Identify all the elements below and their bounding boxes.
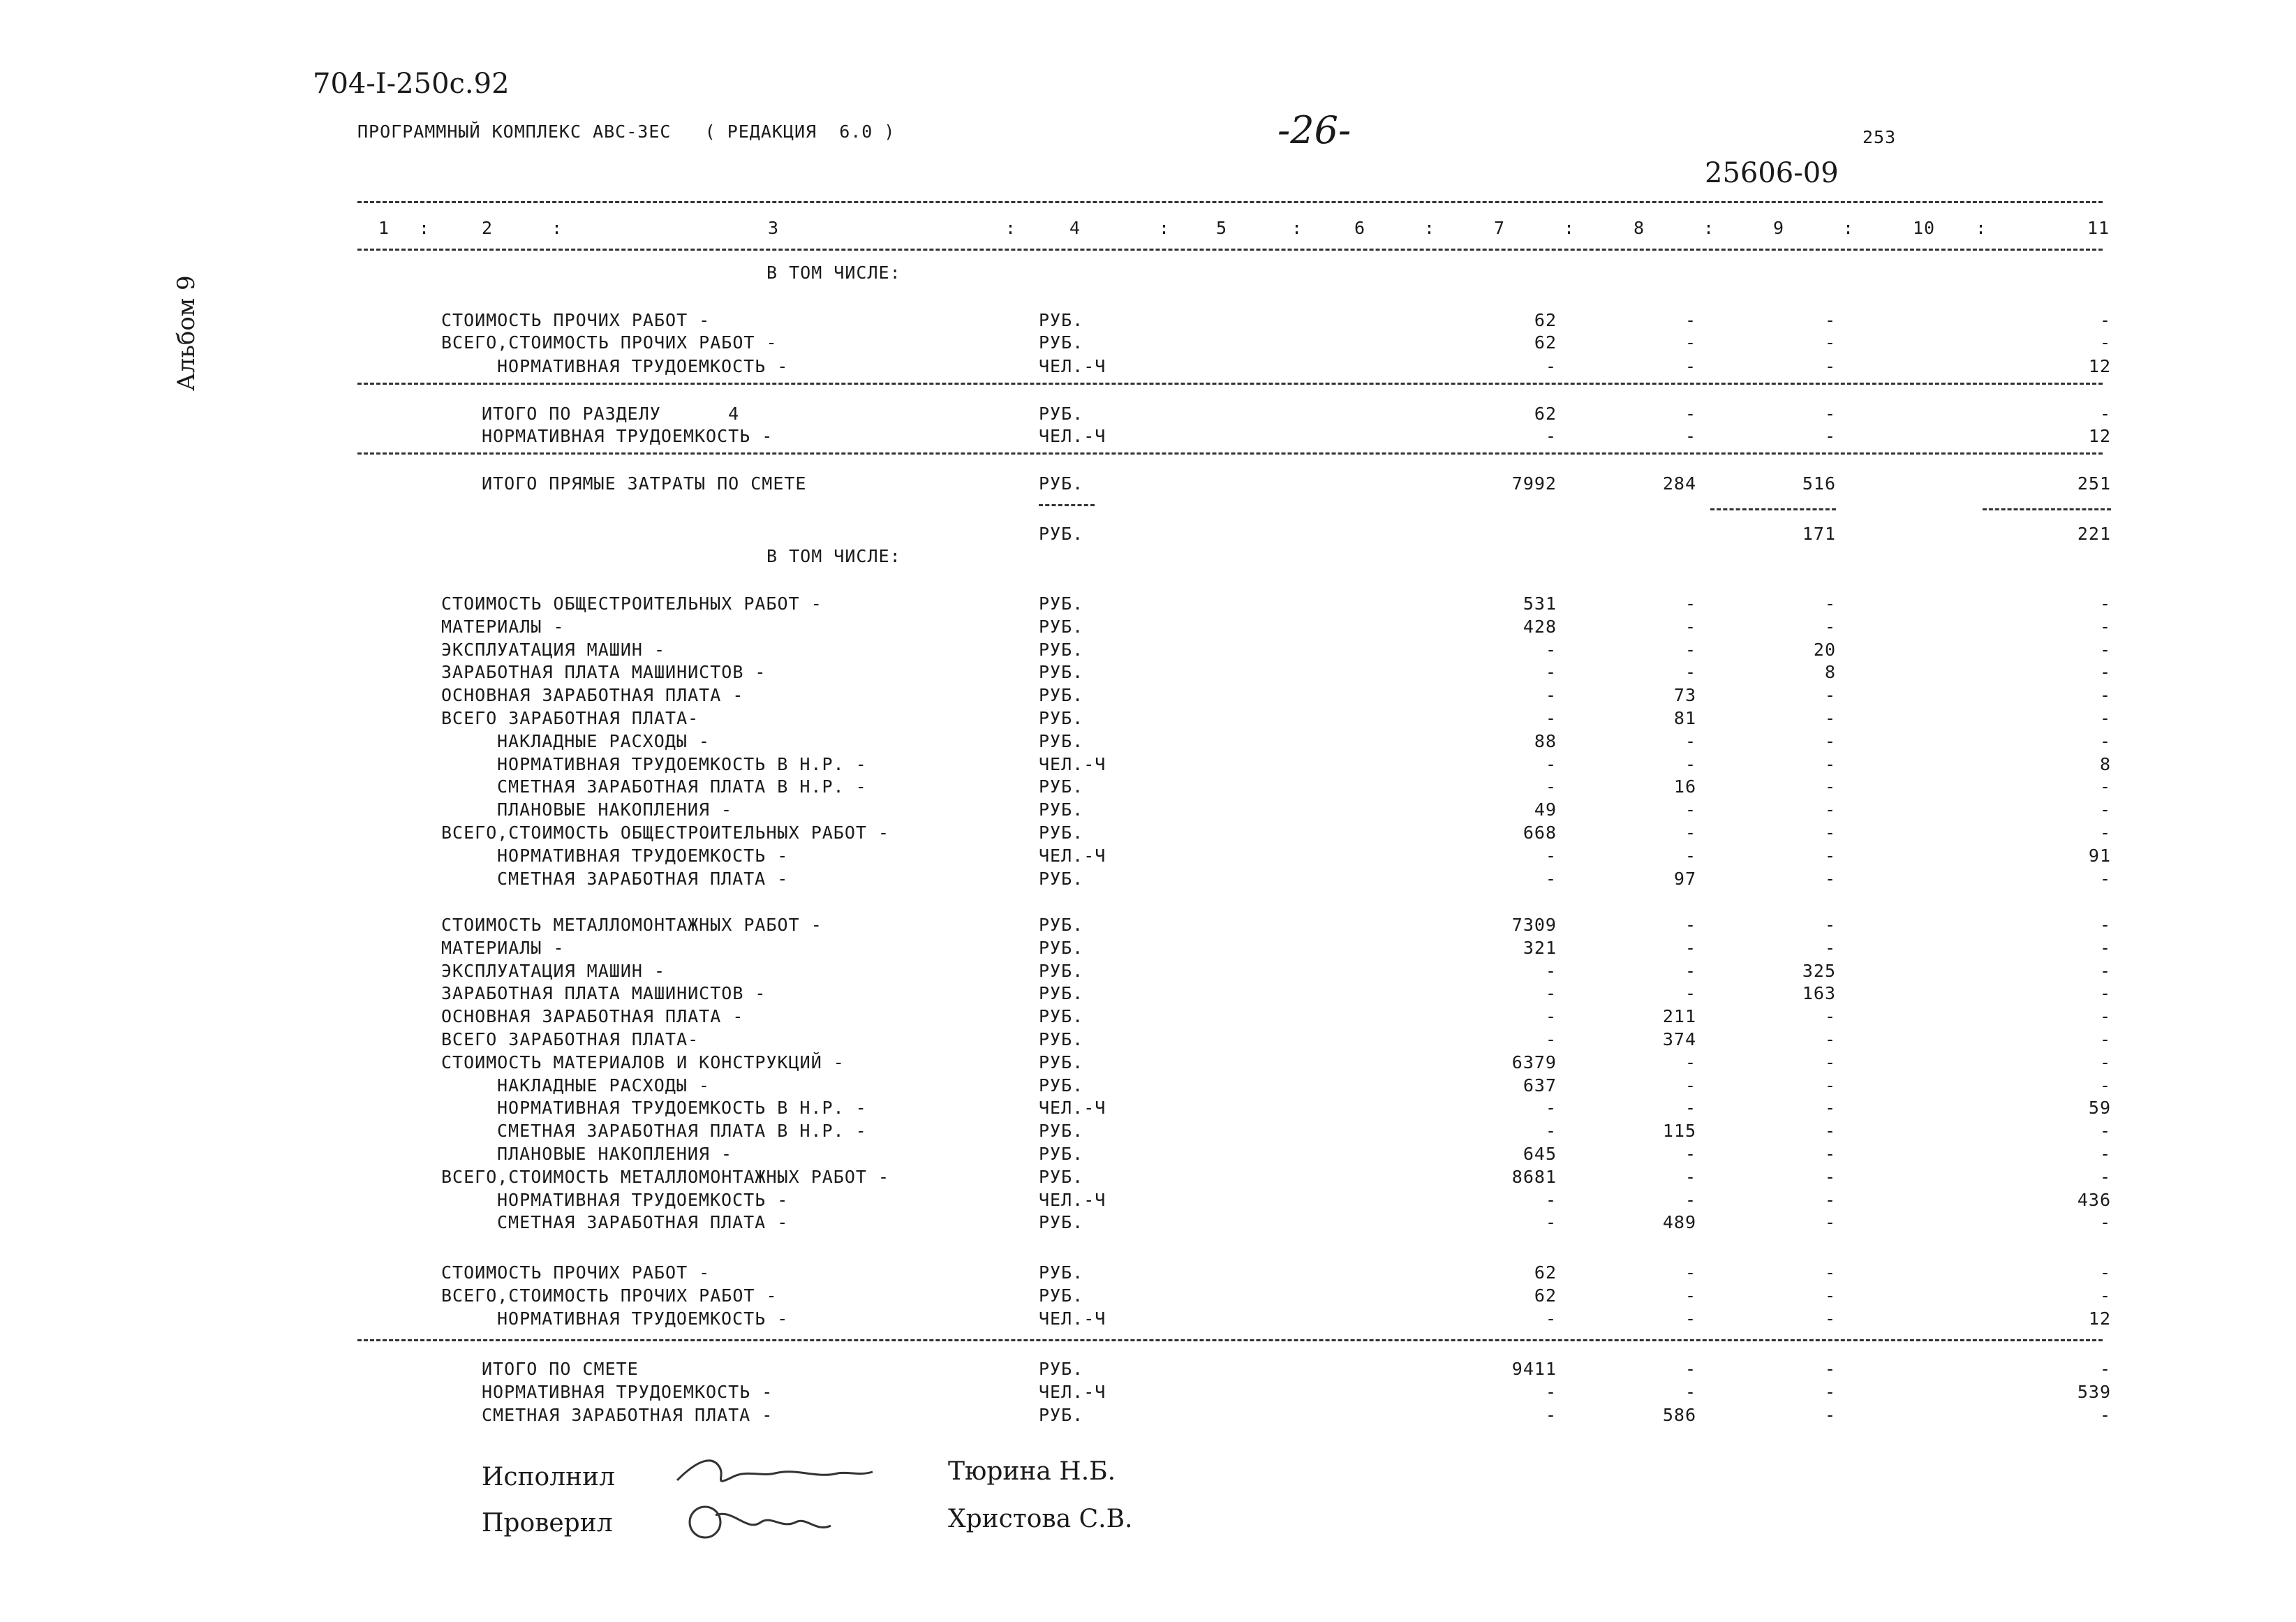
value-col7: 49 (1534, 799, 1557, 820)
value-col11: - (2099, 1262, 2111, 1283)
value-col7: - (1545, 1121, 1557, 1142)
value-col7: - (1545, 868, 1557, 889)
row-unit: РУБ. (1039, 1144, 1084, 1164)
value-col11: - (2099, 1075, 2111, 1096)
row-unit: РУБ. (1039, 310, 1084, 330)
value-col11: - (2099, 332, 2111, 353)
value-col7: - (1545, 356, 1557, 376)
column-number: 8 (1634, 218, 1645, 238)
corner-number: 253 (1862, 127, 1897, 147)
row-label: СМЕТНАЯ ЗАРАБОТНАЯ ПЛАТА В Н.Р. - (497, 776, 867, 797)
value-col11: - (2099, 1285, 2111, 1306)
value-col9: - (1824, 1029, 1836, 1049)
value-col9: - (1824, 937, 1836, 958)
value-col9: - (1824, 1166, 1836, 1187)
value-col9: - (1824, 1359, 1836, 1379)
value-col7: - (1545, 776, 1557, 797)
value-col11: - (2099, 799, 2111, 820)
row-unit: ЧЕЛ.-Ч (1039, 1189, 1106, 1210)
column-number: 7 (1494, 218, 1506, 238)
column-separator: : (1159, 218, 1171, 238)
row-unit: РУБ. (1039, 593, 1084, 614)
value-col9: - (1824, 845, 1836, 866)
value-col8: 16 (1673, 776, 1696, 797)
row-unit: РУБ. (1039, 1405, 1084, 1425)
executor-role: Исполнил (482, 1463, 615, 1491)
row-unit: РУБ. (1039, 823, 1084, 843)
value-col7: 8681 (1511, 1166, 1557, 1187)
value-col7: 7992 (1511, 473, 1557, 494)
value-col11: - (2099, 776, 2111, 797)
value-col8: - (1684, 1166, 1696, 1187)
row-label: ВСЕГО,СТОИМОСТЬ МЕТАЛЛОМОНТАЖНЫХ РАБОТ - (441, 1166, 890, 1187)
value-col8: - (1684, 960, 1696, 981)
value-col11: 91 (2088, 845, 2111, 866)
row-label: ИТОГО ПО СМЕТЕ (482, 1359, 639, 1379)
column-separator: : (1976, 218, 1987, 238)
value-col7: 531 (1523, 593, 1557, 614)
row-label: СМЕТНАЯ ЗАРАБОТНАЯ ПЛАТА - (497, 868, 789, 889)
row-unit: РУБ. (1039, 473, 1084, 494)
section-heading: В ТОМ ЧИСЛЕ: (766, 263, 901, 283)
row-label: СТОИМОСТЬ ПРОЧИХ РАБОТ - (441, 310, 711, 330)
value-col8: - (1684, 593, 1696, 614)
row-label: СТОИМОСТЬ ПРОЧИХ РАБОТ - (441, 1262, 711, 1283)
value-col11: - (2099, 593, 2111, 614)
value-col8: - (1684, 310, 1696, 330)
value-col11: - (2099, 685, 2111, 706)
checker-name: Христова С.В. (948, 1505, 1133, 1533)
value-col9: - (1824, 593, 1836, 614)
program-title: ПРОГРАММНЫЙ КОМПЛЕКС АВС-3ЕС ( РЕДАКЦИЯ 6.0 ) (357, 121, 896, 142)
row-label: СМЕТНАЯ ЗАРАБОТНАЯ ПЛАТА В Н.Р. - (497, 1121, 867, 1142)
value-col7: - (1545, 845, 1557, 866)
column-number: 2 (482, 218, 494, 238)
value-col8: - (1684, 823, 1696, 843)
value-col9: - (1824, 776, 1836, 797)
value-col11: - (2099, 1006, 2111, 1027)
value-col11: - (2099, 983, 2111, 1004)
row-label: СМЕТНАЯ ЗАРАБОТНАЯ ПЛАТА - (482, 1405, 773, 1425)
value-col7: - (1545, 1405, 1557, 1425)
row-unit: ЧЕЛ.-Ч (1039, 356, 1106, 376)
value-col11: - (2099, 1166, 2111, 1187)
value-col8: 97 (1673, 868, 1696, 889)
value-col11: - (2099, 310, 2111, 330)
column-number: 4 (1069, 218, 1081, 238)
value-col9: 8 (1824, 662, 1836, 683)
value-col7: - (1545, 639, 1557, 660)
row-unit: ЧЕЛ.-Ч (1039, 845, 1106, 866)
value-col9: - (1824, 1189, 1836, 1210)
value-col8: - (1684, 1285, 1696, 1306)
section-heading: В ТОМ ЧИСЛЕ: (766, 546, 901, 566)
column-separator: : (419, 218, 431, 238)
column-separator: : (1703, 218, 1715, 238)
row-label: НОРМАТИВНАЯ ТРУДОЕМКОСТЬ - (497, 845, 789, 866)
row-unit: ЧЕЛ.-Ч (1039, 1382, 1106, 1402)
section-rule (357, 452, 2103, 455)
value-col9: - (1824, 616, 1836, 637)
value-col9: 325 (1802, 960, 1836, 981)
value-col8: 73 (1673, 685, 1696, 706)
value-col7: 321 (1523, 937, 1557, 958)
value-col8: - (1684, 1189, 1696, 1210)
row-label: ЗАРАБОТНАЯ ПЛАТА МАШИНИСТОВ - (441, 662, 766, 683)
value-col11: 251 (2077, 473, 2111, 494)
value-col8: - (1684, 730, 1696, 751)
subtotal-rule (1039, 504, 1095, 506)
subtotal-rule (1710, 508, 1836, 510)
value-col9: 171 (1802, 524, 1836, 544)
row-unit: РУБ. (1039, 1262, 1084, 1283)
value-col11: - (2099, 708, 2111, 728)
row-unit: РУБ. (1039, 1075, 1084, 1096)
row-label: ВСЕГО ЗАРАБОТНАЯ ПЛАТА- (441, 708, 699, 728)
row-label: НАКЛАДНЫЕ РАСХОДЫ - (497, 1075, 710, 1096)
value-col8: - (1684, 1262, 1696, 1283)
value-col9: - (1824, 426, 1836, 446)
value-col11: 12 (2088, 356, 2111, 376)
value-col7: 62 (1534, 1285, 1557, 1306)
row-label: НОРМАТИВНАЯ ТРУДОЕМКОСТЬ - (482, 1382, 773, 1402)
value-col8: - (1684, 1052, 1696, 1072)
value-col8: - (1684, 426, 1696, 446)
value-col11: - (2099, 730, 2111, 751)
value-col8: - (1684, 937, 1696, 958)
value-col11: - (2099, 616, 2111, 637)
value-col11: - (2099, 1405, 2111, 1425)
value-col11: - (2099, 1212, 2111, 1233)
value-col7: - (1545, 708, 1557, 728)
checker-signature (684, 1501, 838, 1550)
value-col9: - (1824, 1212, 1836, 1233)
column-number: 3 (768, 218, 780, 238)
value-col8: 284 (1662, 473, 1696, 494)
row-label: ИТОГО ПО РАЗДЕЛУ 4 (482, 404, 740, 424)
value-col8: - (1684, 1098, 1696, 1119)
value-col8: - (1684, 983, 1696, 1004)
row-unit: РУБ. (1039, 524, 1084, 544)
row-unit: РУБ. (1039, 1006, 1084, 1027)
value-col11: 8 (2099, 753, 2111, 774)
column-separator: : (1843, 218, 1855, 238)
value-col9: - (1824, 1052, 1836, 1072)
value-col9: 20 (1813, 639, 1836, 660)
value-col11: 436 (2077, 1189, 2111, 1210)
header-bottom-rule (357, 249, 2103, 251)
value-col9: - (1824, 332, 1836, 353)
value-col11: - (2099, 404, 2111, 424)
value-col9: - (1824, 356, 1836, 376)
value-col8: - (1684, 845, 1696, 866)
value-col8: - (1684, 639, 1696, 660)
value-col9: - (1824, 404, 1836, 424)
value-col8: - (1684, 753, 1696, 774)
value-col9: - (1824, 1405, 1836, 1425)
value-col7: 637 (1523, 1075, 1557, 1096)
value-col8: 374 (1662, 1029, 1696, 1049)
value-col7: 428 (1523, 616, 1557, 637)
row-label: ОСНОВНАЯ ЗАРАБОТНАЯ ПЛАТА - (441, 685, 744, 706)
value-col7: - (1545, 1382, 1557, 1402)
row-label: ВСЕГО ЗАРАБОТНАЯ ПЛАТА- (441, 1029, 699, 1049)
section-rule (357, 383, 2103, 385)
value-col11: - (2099, 662, 2111, 683)
value-col7: 62 (1534, 310, 1557, 330)
row-label: ВСЕГО,СТОИМОСТЬ ПРОЧИХ РАБОТ - (441, 1285, 778, 1306)
value-col11: - (2099, 1121, 2111, 1142)
row-label: ПЛАНОВЫЕ НАКОПЛЕНИЯ - (497, 1144, 733, 1164)
row-label: НОРМАТИВНАЯ ТРУДОЕМКОСТЬ В Н.Р. - (497, 753, 867, 774)
value-col9: - (1824, 799, 1836, 820)
value-col8: - (1684, 356, 1696, 376)
value-col11: - (2099, 1052, 2111, 1072)
executor-signature (670, 1452, 880, 1494)
row-unit: РУБ. (1039, 639, 1084, 660)
row-label: НАКЛАДНЫЕ РАСХОДЫ - (497, 730, 710, 751)
value-col7: 62 (1534, 1262, 1557, 1283)
value-col9: - (1824, 685, 1836, 706)
value-col9: - (1824, 1006, 1836, 1027)
row-label: НОРМАТИВНАЯ ТРУДОЕМКОСТЬ - (497, 1189, 789, 1210)
row-unit: РУБ. (1039, 730, 1084, 751)
column-number: 9 (1773, 218, 1785, 238)
row-unit: РУБ. (1039, 915, 1084, 935)
value-col7: - (1545, 662, 1557, 683)
column-separator: : (1291, 218, 1303, 238)
row-label: СТОИМОСТЬ МЕТАЛЛОМОНТАЖНЫХ РАБОТ - (441, 915, 822, 935)
value-col11: 221 (2077, 524, 2111, 544)
value-col9: - (1824, 1285, 1836, 1306)
row-unit: ЧЕЛ.-Ч (1039, 1308, 1106, 1329)
value-col7: 9411 (1511, 1359, 1557, 1379)
value-col7: - (1545, 753, 1557, 774)
value-col11: 12 (2088, 426, 2111, 446)
row-label: СТОИМОСТЬ ОБЩЕСТРОИТЕЛЬНЫХ РАБОТ - (441, 593, 822, 614)
value-col8: - (1684, 1308, 1696, 1329)
column-separator: : (1564, 218, 1576, 238)
row-label: НОРМАТИВНАЯ ТРУДОЕМКОСТЬ - (497, 356, 789, 376)
row-unit: РУБ. (1039, 332, 1084, 353)
value-col8: - (1684, 915, 1696, 935)
value-col9: - (1824, 1144, 1836, 1164)
value-col9: - (1824, 1098, 1836, 1119)
value-col8: - (1684, 662, 1696, 683)
value-col9: - (1824, 1262, 1836, 1283)
value-col7: 88 (1534, 730, 1557, 751)
value-col7: - (1545, 1212, 1557, 1233)
value-col8: 489 (1662, 1212, 1696, 1233)
row-label: НОРМАТИВНАЯ ТРУДОЕМКОСТЬ - (482, 426, 773, 446)
value-col7: 6379 (1511, 1052, 1557, 1072)
value-col8: 211 (1662, 1006, 1696, 1027)
row-label: ЗАРАБОТНАЯ ПЛАТА МАШИНИСТОВ - (441, 983, 766, 1004)
document-id: 25606-09 (1705, 157, 1839, 189)
value-col8: 586 (1662, 1405, 1696, 1425)
row-label: ПЛАНОВЫЕ НАКОПЛЕНИЯ - (497, 799, 733, 820)
value-col9: 163 (1802, 983, 1836, 1004)
value-col7: - (1545, 1029, 1557, 1049)
row-unit: РУБ. (1039, 868, 1084, 889)
value-col11: - (2099, 1359, 2111, 1379)
value-col9: - (1824, 1382, 1836, 1402)
column-separator: : (1005, 218, 1017, 238)
value-col8: 81 (1673, 708, 1696, 728)
row-unit: РУБ. (1039, 937, 1084, 958)
value-col11: - (2099, 1144, 2111, 1164)
value-col11: - (2099, 1029, 2111, 1049)
row-unit: РУБ. (1039, 1052, 1084, 1072)
row-unit: РУБ. (1039, 1359, 1084, 1379)
row-label: НОРМАТИВНАЯ ТРУДОЕМКОСТЬ - (497, 1308, 789, 1329)
row-unit: РУБ. (1039, 662, 1084, 683)
row-label: ВСЕГО,СТОИМОСТЬ ОБЩЕСТРОИТЕЛЬНЫХ РАБОТ - (441, 823, 890, 843)
checker-role: Проверил (482, 1509, 613, 1538)
value-col7: - (1545, 960, 1557, 981)
row-label: ЭКСПЛУАТАЦИЯ МАШИН - (441, 639, 666, 660)
album-label: Альбом 9 (172, 275, 200, 391)
row-unit: РУБ. (1039, 1166, 1084, 1187)
value-col8: - (1684, 1382, 1696, 1402)
value-col9: - (1824, 753, 1836, 774)
row-label: ОСНОВНАЯ ЗАРАБОТНАЯ ПЛАТА - (441, 1006, 744, 1027)
document-code: 704-I-250с.92 (313, 68, 510, 100)
value-col9: - (1824, 730, 1836, 751)
value-col7: - (1545, 1189, 1557, 1210)
row-unit: РУБ. (1039, 1121, 1084, 1142)
value-col11: - (2099, 915, 2111, 935)
row-unit: ЧЕЛ.-Ч (1039, 1098, 1106, 1119)
value-col11: - (2099, 937, 2111, 958)
row-unit: РУБ. (1039, 799, 1084, 820)
value-col9: - (1824, 310, 1836, 330)
value-col8: 115 (1662, 1121, 1696, 1142)
value-col7: - (1545, 1006, 1557, 1027)
value-col7: - (1545, 685, 1557, 706)
value-col7: - (1545, 426, 1557, 446)
row-label: ВСЕГО,СТОИМОСТЬ ПРОЧИХ РАБОТ - (441, 332, 778, 353)
value-col11: - (2099, 868, 2111, 889)
value-col8: - (1684, 1359, 1696, 1379)
value-col7: 668 (1523, 823, 1557, 843)
subtotal-rule (1983, 508, 2111, 510)
column-number: 11 (2087, 218, 2110, 238)
column-number: 5 (1216, 218, 1228, 238)
row-unit: РУБ. (1039, 404, 1084, 424)
value-col9: - (1824, 868, 1836, 889)
value-col9: - (1824, 1121, 1836, 1142)
value-col9: - (1824, 708, 1836, 728)
row-unit: РУБ. (1039, 776, 1084, 797)
column-number: 6 (1354, 218, 1366, 238)
row-unit: РУБ. (1039, 1285, 1084, 1306)
value-col7: 645 (1523, 1144, 1557, 1164)
row-unit: РУБ. (1039, 960, 1084, 981)
value-col11: 539 (2077, 1382, 2111, 1402)
value-col11: 59 (2088, 1098, 2111, 1119)
value-col9: - (1824, 1075, 1836, 1096)
value-col8: - (1684, 332, 1696, 353)
column-separator: : (551, 218, 563, 238)
row-unit: РУБ. (1039, 1029, 1084, 1049)
value-col9: - (1824, 823, 1836, 843)
value-col11: 12 (2088, 1308, 2111, 1329)
value-col7: - (1545, 1308, 1557, 1329)
row-label: ЭКСПЛУАТАЦИЯ МАШИН - (441, 960, 666, 981)
value-col11: - (2099, 823, 2111, 843)
row-unit: РУБ. (1039, 685, 1084, 706)
value-col7: - (1545, 983, 1557, 1004)
row-label: МАТЕРИАЛЫ - (441, 937, 565, 958)
value-col7: 7309 (1511, 915, 1557, 935)
value-col9: 516 (1802, 473, 1836, 494)
value-col8: - (1684, 1075, 1696, 1096)
column-separator: : (1424, 218, 1436, 238)
value-col7: 62 (1534, 332, 1557, 353)
row-label: СМЕТНАЯ ЗАРАБОТНАЯ ПЛАТА - (497, 1212, 789, 1233)
value-col7: - (1545, 1098, 1557, 1119)
page-number: -26- (1277, 108, 1351, 152)
value-col9: - (1824, 915, 1836, 935)
row-unit: РУБ. (1039, 1212, 1084, 1233)
value-col8: - (1684, 1144, 1696, 1164)
row-unit: ЧЕЛ.-Ч (1039, 753, 1106, 774)
header-top-rule (357, 201, 2103, 203)
column-number: 1 (378, 218, 390, 238)
row-unit: ЧЕЛ.-Ч (1039, 426, 1106, 446)
row-label: ИТОГО ПРЯМЫЕ ЗАТРАТЫ ПО СМЕТЕ (482, 473, 807, 494)
executor-name: Тюрина Н.Б. (948, 1457, 1116, 1486)
value-col8: - (1684, 799, 1696, 820)
value-col8: - (1684, 404, 1696, 424)
value-col7: 62 (1534, 404, 1557, 424)
row-label: НОРМАТИВНАЯ ТРУДОЕМКОСТЬ В Н.Р. - (497, 1098, 867, 1119)
value-col11: - (2099, 639, 2111, 660)
row-label: СТОИМОСТЬ МАТЕРИАЛОВ И КОНСТРУКЦИЙ - (441, 1052, 845, 1072)
row-unit: РУБ. (1039, 983, 1084, 1004)
value-col11: - (2099, 960, 2111, 981)
value-col8: - (1684, 616, 1696, 637)
section-rule (357, 1339, 2103, 1341)
column-number: 10 (1913, 218, 1936, 238)
row-unit: РУБ. (1039, 616, 1084, 637)
value-col9: - (1824, 1308, 1836, 1329)
row-label: МАТЕРИАЛЫ - (441, 616, 565, 637)
row-unit: РУБ. (1039, 708, 1084, 728)
